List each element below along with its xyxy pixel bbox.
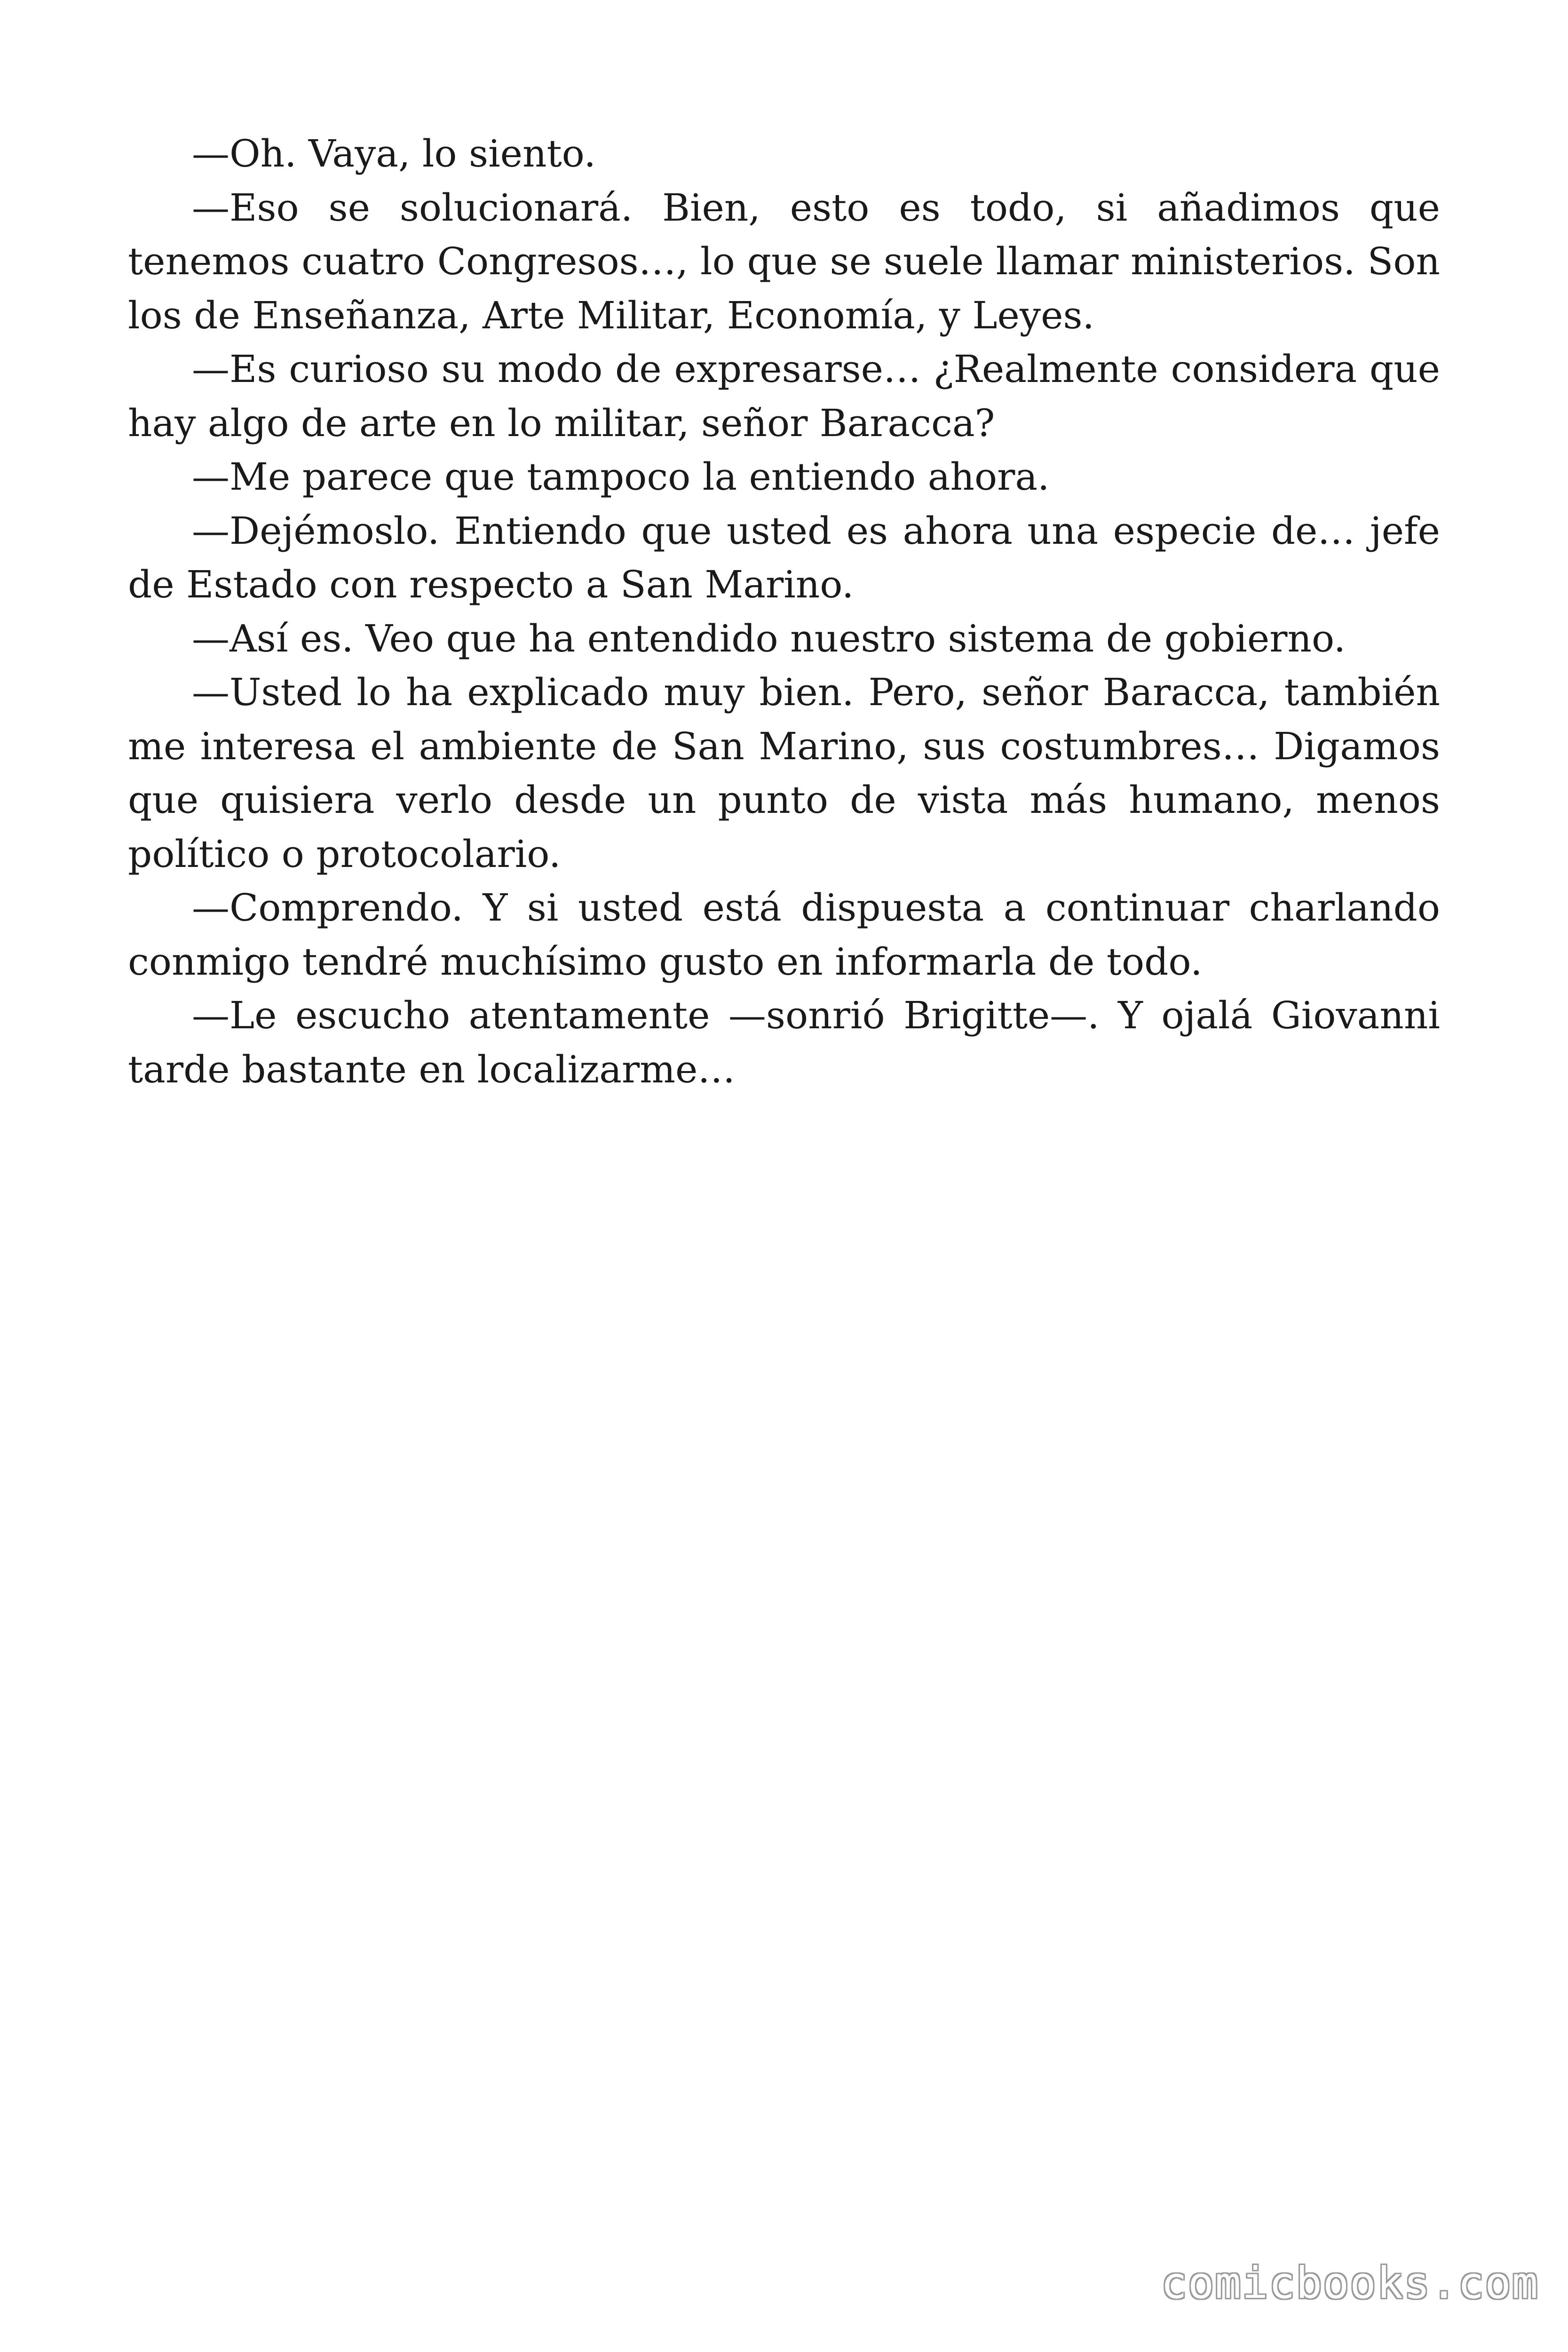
paragraph-9: —Le escucho atentamente —sonrió Brigitte—. Y ojalá Giovanni tarde bastante en localizarme… xyxy=(128,993,1440,1091)
body-text xyxy=(128,127,1440,1097)
paragraph-6: —Así es. Veo que ha entendido nuestro sistema de gobierno. xyxy=(192,616,1346,660)
paragraph-8: —Comprendo. Y si usted está dispuesta a continuar charlando conmigo tendré muchísimo gusto en informarla de todo. xyxy=(128,886,1440,984)
paragraph-4: —Me parece que tampoco la entiendo ahora. xyxy=(192,455,1050,499)
paragraph-5: —Dejémoslo. Entiendo que usted es ahora una especie de… jefe de Estado con respecto a San Marino. xyxy=(128,509,1440,606)
paragraph-3: —Es curioso su modo de expresarse… ¿Realmente considera que hay algo de arte en lo militar, señor Baracca? xyxy=(128,347,1440,445)
paragraph-1: —Oh. Vaya, lo siento. xyxy=(192,132,596,175)
watermark: comicbooks.com xyxy=(1161,2258,1539,2308)
paragraph-2: —Eso se solucionará. Bien, esto es todo, si añadimos que tenemos cuatro Congresos…, lo que se suele llamar ministerios. Son los de Enseñanza, Arte Militar, Economía, y Leyes. xyxy=(128,185,1440,337)
paragraph-7: —Usted lo ha explicado muy bien. Pero, señor Baracca, también me interesa el ambiente de San Marino, sus costumbres… Digamos que quisiera verlo desde un punto de vista más humano, menos político o protocolario. xyxy=(128,670,1440,876)
